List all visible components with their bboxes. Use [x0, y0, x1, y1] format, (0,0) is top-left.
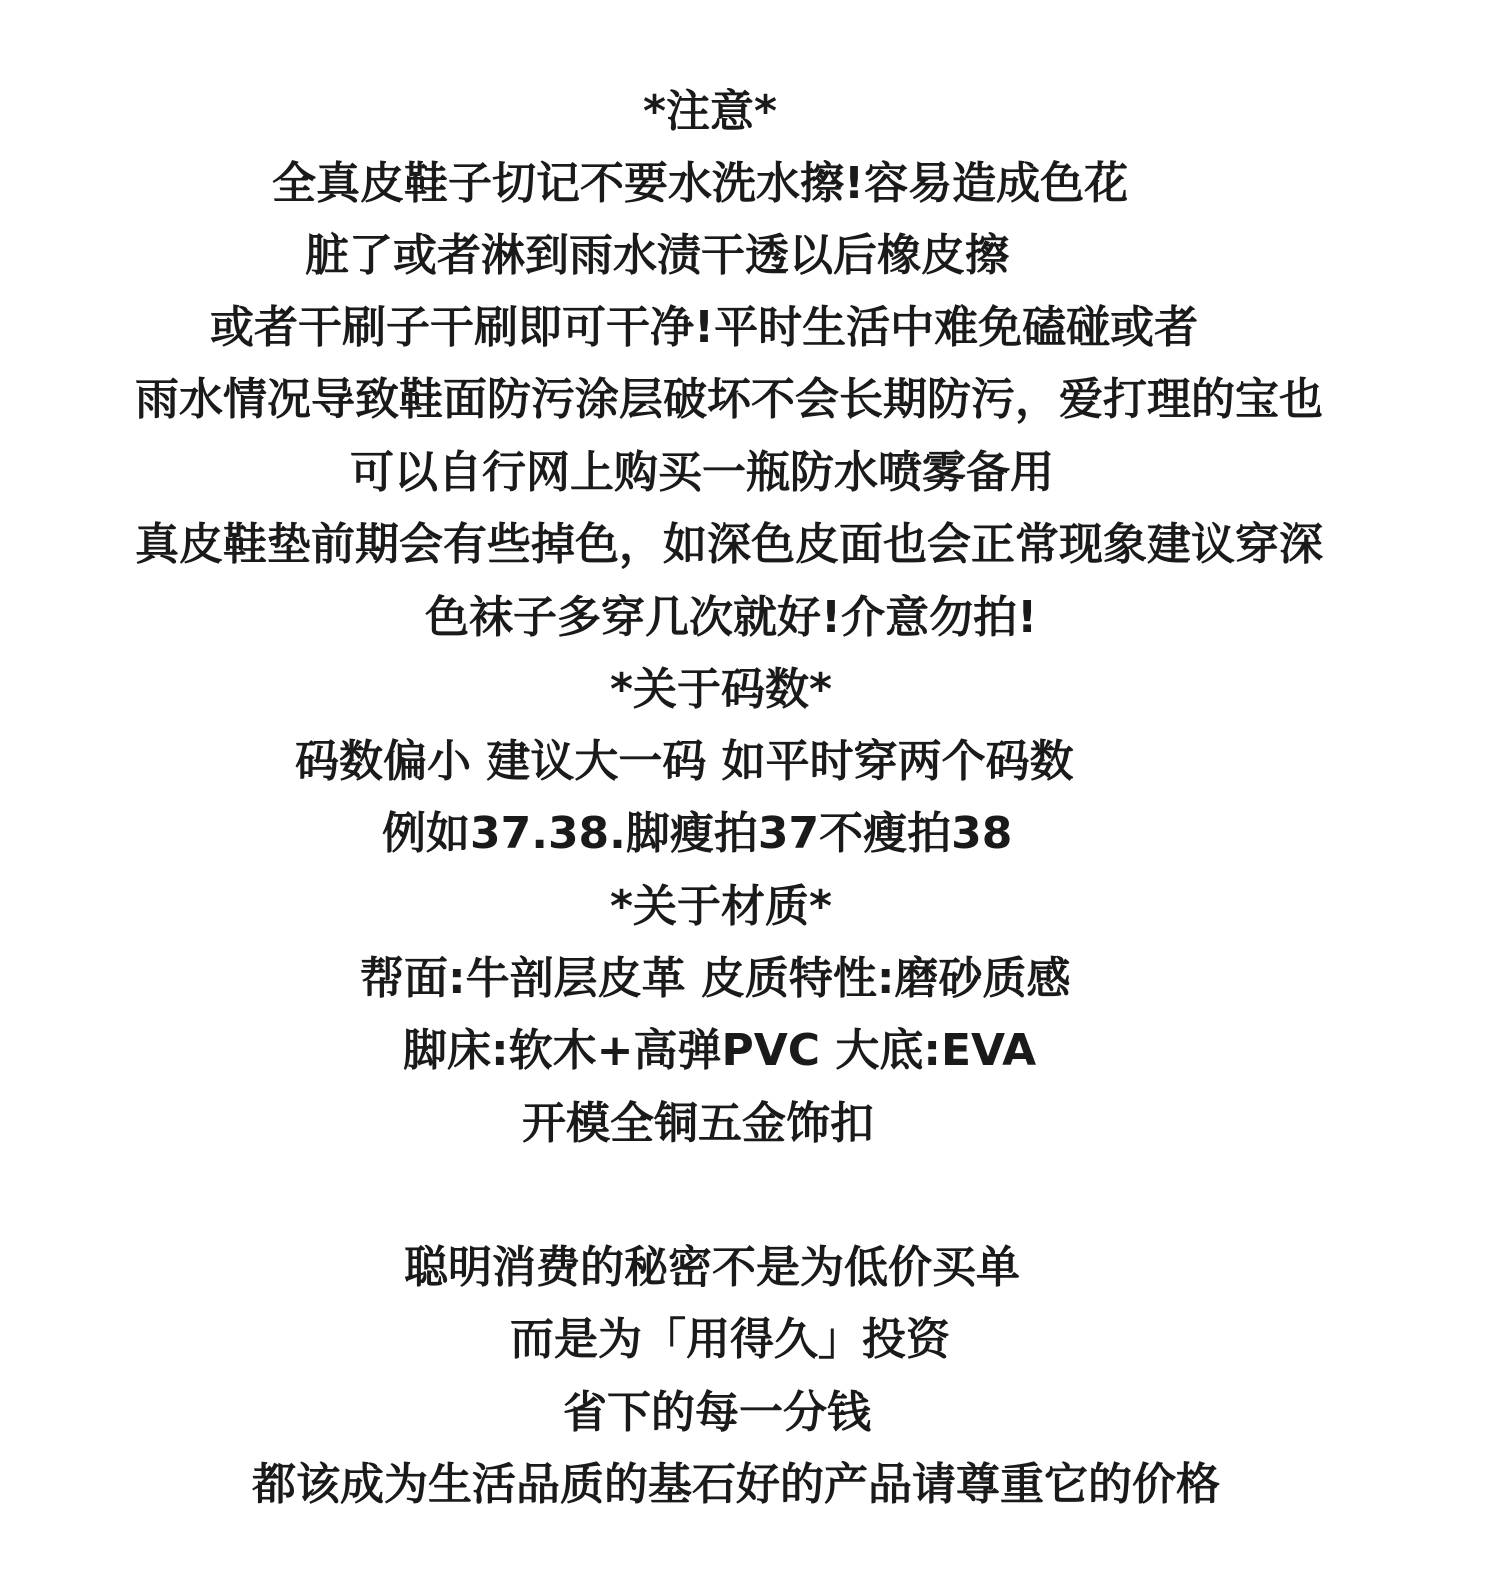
- material-line-2: 脚床:软木+高弹PVC 大底:EVA: [403, 1025, 1037, 1076]
- notice-line-3: 或者干刷子干刷即可干净!平时生活中难免磕碰或者: [210, 302, 1199, 353]
- material-line-1: 帮面:牛剖层皮革 皮质特性:磨砂质感: [360, 953, 1071, 1004]
- material-line-3: 开模全铜五金饰扣: [522, 1098, 874, 1149]
- size-heading: *关于码数*: [610, 664, 833, 715]
- notice-line-5: 可以自行网上购买一瓶防水喷雾备用: [350, 447, 1054, 498]
- size-line-2: 例如37.38.脚瘦拍37不瘦拍38: [382, 808, 1013, 859]
- notice-line-2: 脏了或者淋到雨水渍干透以后橡皮擦: [305, 230, 1009, 281]
- slogan-line-1: 聪明消费的秘密不是为低价买单: [404, 1242, 1020, 1293]
- notice-heading: *注意*: [643, 86, 778, 137]
- size-line-1: 码数偏小 建议大一码 如平时穿两个码数: [295, 736, 1074, 787]
- notice-line-7: 色袜子多穿几次就好!介意勿拍!: [425, 592, 1038, 643]
- notice-line-4: 雨水情况导致鞋面防污涂层破坏不会长期防污，爱打理的宝也: [135, 374, 1323, 425]
- notice-line-1: 全真皮鞋子切记不要水洗水擦!容易造成色花: [272, 158, 1129, 209]
- material-heading: *关于材质*: [610, 881, 833, 932]
- slogan-line-2: 而是为「用得久」投资: [510, 1314, 950, 1365]
- slogan-line-4: 都该成为生活品质的基石好的产品请尊重它的价格: [252, 1459, 1220, 1510]
- slogan-line-3: 省下的每一分钱: [563, 1387, 871, 1438]
- notice-line-6: 真皮鞋垫前期会有些掉色，如深色皮面也会正常现象建议穿深: [135, 519, 1323, 570]
